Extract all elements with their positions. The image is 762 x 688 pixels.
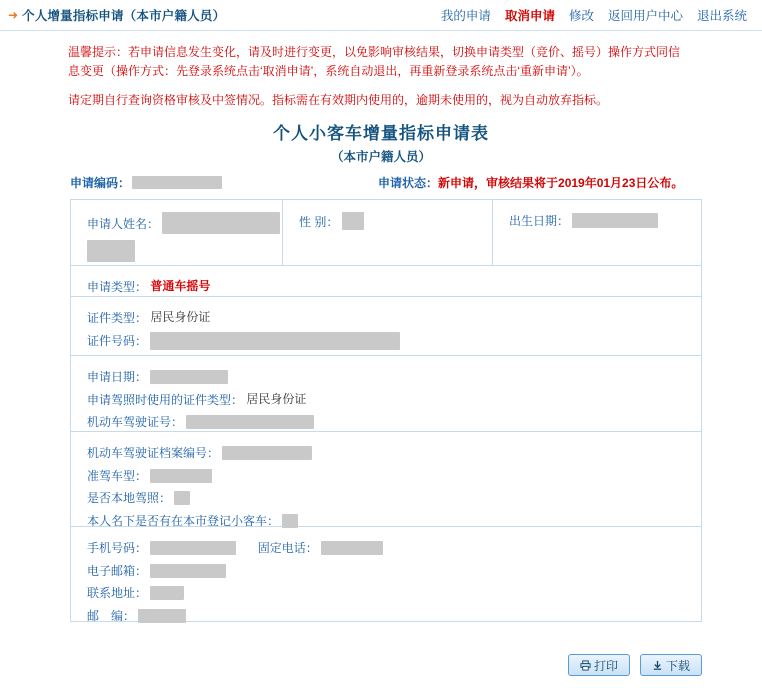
tel-label: 固定电话： (257, 540, 318, 555)
mobile-line (87, 536, 701, 559)
row-certificate (71, 297, 701, 356)
applicant-name-value-redacted-2 (87, 240, 135, 262)
zip-label: 邮 编： (87, 609, 136, 624)
apply-type-label: 申请类型： (87, 279, 148, 294)
local-license-value-redacted (174, 491, 190, 505)
row-contact (71, 527, 701, 622)
zip-line (87, 604, 701, 627)
arrow-right-icon: ➜ (8, 8, 19, 22)
download-icon (652, 660, 663, 671)
notice-line-1: 温馨提示：若申请信息发生变化，请及时进行变更，以免影响审核结果，切换申请类型（竞价、摇号）操作方式同信 (68, 45, 681, 59)
apply-type-value: 普通车摇号 (150, 279, 211, 293)
application-number (70, 174, 222, 191)
driving-class-line (87, 464, 701, 487)
cert-used-label: 申请驾照时使用的证件类型： (87, 392, 244, 407)
mobile-label: 手机号码： (87, 540, 148, 555)
form-title: 个人小客车增量指标申请表 (273, 124, 489, 143)
apply-date-value-redacted (150, 370, 228, 384)
cert-type-value: 居民身份证 (150, 310, 211, 324)
archive-no-line (87, 441, 701, 464)
apply-type-line (87, 275, 701, 298)
applicant-name-label: 申请人姓名： (87, 216, 160, 231)
cert-no-label: 证件号码： (87, 333, 148, 348)
nav-logout[interactable]: 退出系统 (696, 9, 747, 23)
nav-modify[interactable]: 修改 (568, 9, 594, 23)
birth-date-label: 出生日期： (509, 214, 570, 228)
gender-label: 性 别： (299, 214, 339, 229)
print-button-label: 打印 (593, 658, 618, 673)
cert-no-value-redacted (150, 332, 400, 350)
print-button[interactable] (568, 654, 630, 676)
driver-no-value-redacted (186, 415, 314, 429)
owns-car-label: 本人名下是否有在本市登记小客车： (87, 514, 280, 529)
printer-icon (580, 660, 591, 671)
cert-type-line (87, 306, 701, 329)
local-license-label: 是否本地驾照： (87, 491, 172, 506)
archive-no-label: 机动车驾驶证档案编号： (87, 445, 220, 460)
application-status (378, 174, 683, 191)
notice-block (68, 43, 702, 81)
top-bar-left (0, 6, 225, 24)
driving-class-label: 准驾车型： (87, 468, 148, 483)
tel-value-redacted (321, 541, 383, 555)
nav-my-application[interactable]: 我的申请 (440, 9, 491, 23)
driver-no-line (87, 411, 701, 434)
application-form-table (70, 199, 702, 622)
email-label: 电子邮箱： (87, 563, 148, 578)
notice-secondary: 请定期自行查询资格审核及中签情况。指标需在有效期内使用的，逾期未使用的，视为自动放弃指标。 (68, 93, 609, 107)
row-archive (71, 432, 701, 527)
form-subtitle: （本市户籍人员） (330, 150, 431, 164)
cert-type-label: 证件类型： (87, 310, 148, 325)
driving-class-value-redacted (150, 469, 212, 483)
nav-cancel-application[interactable]: 取消申请 (504, 9, 555, 23)
cert-used-line (87, 388, 701, 411)
cell-applicant-name (71, 200, 283, 265)
top-bar (0, 0, 762, 31)
download-button-label: 下载 (665, 658, 690, 673)
row-identity (71, 200, 701, 266)
address-line (87, 582, 701, 605)
application-status-value: 新申请，审核结果将于2019年01月23日公布。 (438, 176, 684, 190)
apply-date-label: 申请日期： (87, 369, 148, 384)
notice-line-2: 息变更（操作方式：先登录系统点击‘取消申请’，系统自动退出，再重新登录系统点击‘重新申请’）。 (68, 64, 589, 78)
mobile-value-redacted (150, 541, 236, 555)
address-value-redacted (150, 586, 184, 600)
zip-value-redacted (138, 609, 186, 623)
address-label: 联系地址： (87, 586, 148, 601)
download-button[interactable] (640, 654, 702, 676)
footer-actions (568, 654, 702, 676)
application-status-label: 申请状态： (378, 176, 439, 190)
meta-row (0, 174, 762, 192)
application-number-label: 申请编码： (70, 176, 131, 190)
applicant-name-value-redacted (162, 212, 280, 234)
row-license (71, 356, 701, 432)
birth-date-value-redacted (572, 213, 658, 228)
email-line (87, 559, 701, 582)
apply-date-line (87, 365, 701, 388)
driver-no-label: 机动车驾驶证号： (87, 415, 184, 430)
cell-birth-date (493, 200, 701, 265)
local-license-line (87, 487, 701, 510)
cell-gender (283, 200, 493, 265)
page-title: 个人增量指标申请（本市户籍人员） (22, 9, 226, 23)
cert-used-value: 居民身份证 (246, 391, 307, 406)
top-nav (434, 0, 754, 30)
archive-no-value-redacted (222, 446, 312, 460)
row-apply-type (71, 266, 701, 297)
gender-value-redacted (342, 212, 364, 230)
email-value-redacted (150, 564, 226, 578)
cert-no-line (87, 329, 701, 352)
nav-back-to-user-center[interactable]: 返回用户中心 (607, 9, 683, 23)
application-number-value-redacted (132, 176, 222, 189)
